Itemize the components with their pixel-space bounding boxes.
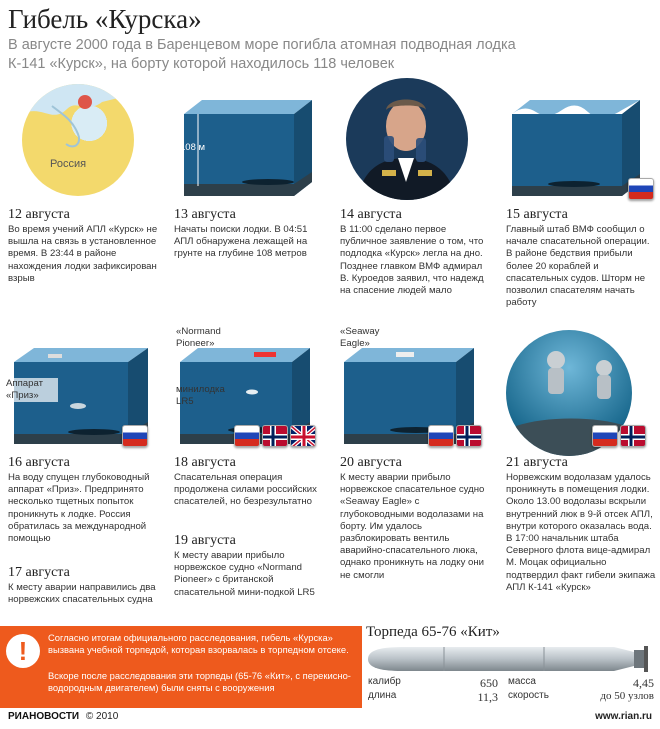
event-date: 12 августа: [8, 207, 70, 222]
ria-logo: РИАНОВОСТИ © 2010: [8, 711, 119, 722]
storm-sea-image: [504, 96, 644, 200]
event-card-17: [8, 564, 156, 606]
event-date: 16 августа: [8, 455, 70, 470]
map-image: [22, 84, 134, 196]
priz-callout: Аппарат «Приз»: [6, 378, 58, 402]
event-text: К месту аварии прибыло норвежское судно «Normand Pioneer» с британской спасательной мини-подкой LR5: [174, 550, 315, 598]
explosion-marker: [78, 95, 92, 109]
torpedo-title: Торпеда 65-76 «Кит»: [366, 624, 500, 640]
banner-text-1: Согласно итогам официального расследования, гибель «Курска» вызвана учебной торпедой, которая взорвалась в торпедном отсеке.: [48, 632, 349, 655]
event-text: В 11:00 сделано первое публичное заявление о том, что подлодка «Курск» легла на дно. Позднее главком ВМФ адмирал В. Куроедов заявил, что надежд на спасение людей мало: [340, 224, 484, 297]
event-card-19: [174, 532, 324, 599]
investigation-banner: [0, 626, 362, 708]
torpedo-drawing: [364, 644, 654, 674]
event-date: 21 августа: [506, 455, 568, 470]
event-date: 19 августа: [174, 533, 236, 548]
russia-flag-icon: [234, 425, 260, 447]
event-card-12: [8, 206, 158, 285]
sea-depth-image: [176, 96, 316, 200]
uk-flag-icon: [290, 425, 316, 447]
event-card-13: [174, 206, 324, 261]
page-subtitle: В августе 2000 года в Баренцевом море погибла атомная подводная лодка К-141 «Курск», на борту которой находилось 118 человек: [8, 37, 516, 72]
event-text: Во время учений АПЛ «Курск» не вышла на связь в установленное время. В 23:44 в районе нахождения лодки зафиксирован взрыв: [8, 224, 158, 284]
russia-flag-icon: [628, 178, 654, 200]
event-card-21: [506, 454, 656, 594]
event-card-20: [340, 454, 492, 582]
event-date: 17 августа: [8, 565, 70, 580]
event-text: К месту аварии направились два норвежских спасательных судна: [8, 582, 156, 606]
event-text: Главный штаб ВМФ сообщил о начале спасательной операции. В районе бедствия прибыли более 20 кораблей и спасательных судов. Шторм не позволил спасателям начать работу: [506, 224, 650, 309]
norway-flag-icon: [262, 425, 288, 447]
event-date: 20 августа: [340, 455, 402, 470]
spec-row: калибр 650: [368, 676, 498, 690]
depth-label: 108 м: [180, 142, 206, 153]
norway-flag-icon: [620, 425, 646, 447]
event-text: К месту аварии прибыло норвежское спасательное судно «Seaway Eagle» с глубоководными водолазами на борту. Им удалось разблокировать вентиль аварийно-спасательного люка, однако проникнуть на лодку они не смогли: [340, 472, 485, 581]
event-text: На воду спущен глубоководный аппарат «Приз». Предпринято несколько тщетных попыток проникнуть к лодке. Россия обратилась за международной помощью: [8, 472, 150, 545]
admiral-portrait: [346, 78, 468, 200]
normand-callout: «Normand Pioneer»: [176, 326, 221, 349]
norway-flag-icon: [456, 425, 482, 447]
event-card-14: [340, 206, 492, 297]
russia-flag-icon: [122, 425, 148, 447]
warning-icon: !: [6, 634, 40, 668]
spec-row: масса 4,45: [508, 676, 654, 690]
map-label: Россия: [50, 158, 87, 170]
spec-row: длина 11,3: [368, 690, 498, 704]
spec-row: скорость до 50 узлов: [508, 690, 654, 702]
event-text: Норвежским водолазам удалось проникнуть в помещения лодки. Около 13.00 водолазы вскрыли внутренний люк в 9-й отсек АПЛ, внутри которого оказалась вода. В 17:00 начальник штаба Северного флота вице-адмирал М. Моцак официально подтвердил факт гибели экипажа АПЛ К-141 «Курск»: [506, 472, 656, 593]
seaway-callout: «Seaway Eagle»: [340, 326, 380, 349]
event-text: Спасательная операция продолжена силами российских спасателей, но безрезультатно: [174, 472, 317, 508]
event-date: 18 августа: [174, 455, 236, 470]
russia-flag-icon: [428, 425, 454, 447]
event-card-15: [506, 206, 656, 309]
event-date: 13 августа: [174, 207, 236, 222]
event-text: Начаты поиски лодки. В 04:51 АПЛ обнаружена лежащей на грунте на глубине 108 метров: [174, 224, 308, 260]
lr5-callout: минилодка LR5: [176, 384, 225, 407]
banner-text-2: Вскоре после расследования эти торпеды (65-76 «Кит», с перекисно-водородным двигателем) были сняты с вооружения: [48, 670, 351, 693]
event-card-16: [8, 454, 156, 545]
event-date: 15 августа: [506, 207, 568, 222]
event-date: 14 августа: [340, 207, 402, 222]
rian-url-link[interactable]: www.rian.ru: [595, 711, 652, 722]
map-coast: [22, 84, 134, 196]
page-title: Гибель «Курска»: [8, 4, 202, 34]
event-card-18: [174, 454, 324, 509]
russia-flag-icon: [592, 425, 618, 447]
